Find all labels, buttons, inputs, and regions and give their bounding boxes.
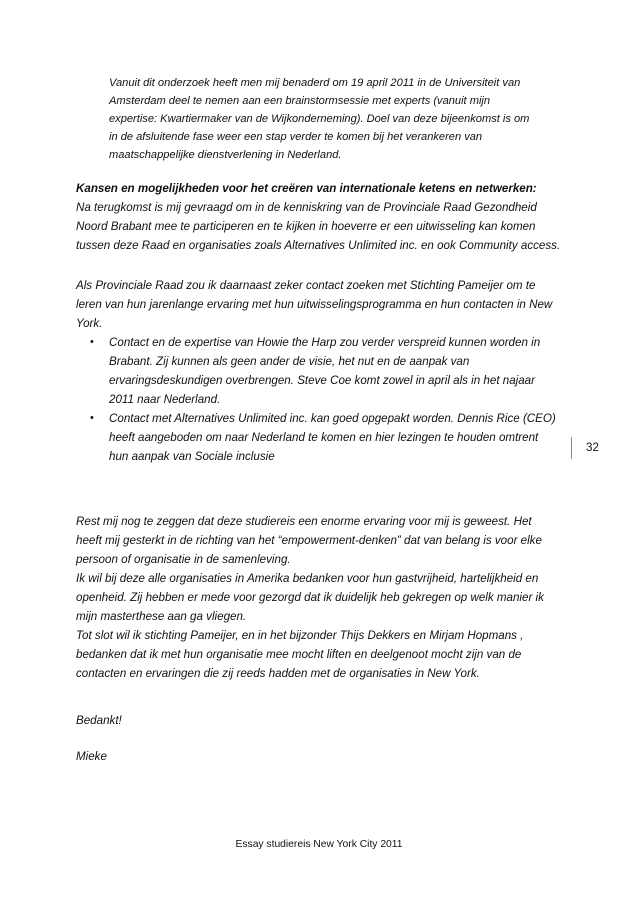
bullet-item	[90, 409, 556, 466]
closing-line: bedanken dat ik met hun organisatie mee mocht liften en deelgenoot mocht zijn van de	[76, 648, 522, 661]
intro-line: expertise: Kwartiermaker van de Wijkonderneming). Doel van deze bijeenkomst is om	[109, 113, 530, 125]
intro-paragraph	[109, 74, 529, 164]
closing-line: Tot slot wil ik stichting Pameijer, en in het bijzonder Thijs Dekkers en Mirjam Hopmans ,	[76, 629, 524, 642]
paragraph-line: leren van hun jarenlange ervaring met hun uitwisselingsprogramma en hun contacten in New	[76, 298, 553, 311]
paragraph-line: York.	[76, 317, 103, 330]
paragraph-line: Als Provinciale Raad zou ik daarnaast zeker contact zoeken met Stichting Pameijer om te	[76, 279, 536, 292]
closing-paragraph	[76, 512, 544, 683]
intro-line: maatschappelijke dienstverlening in Nederland.	[109, 149, 342, 161]
closing-line: Ik wil bij deze alle organisaties in Amerika bedanken voor hun gastvrijheid, hartelijkheid en	[76, 572, 539, 585]
bullet-line: Contact en de expertise van Howie the Harp zou verder verspreid kunnen worden in	[109, 336, 541, 349]
bullet-list	[90, 333, 556, 466]
closing-line: heeft mij gesterkt in de richting van het “empowerment-denken” dat van belang is voor elke	[76, 534, 542, 547]
bullet-line: ervaringsdeskundigen overbrengen. Steve Coe komt zowel in april als in het najaar	[109, 374, 535, 387]
page-footer: Essay studiereis New York City 2011	[235, 839, 403, 850]
section-line: Na terugkomst is mij gevraagd om in de kenniskring van de Provinciale Raad Gezondheid	[76, 201, 537, 214]
section-opportunities	[76, 179, 560, 255]
bullet-line: Brabant. Zij kunnen als geen ander de visie, het nut en de aanpak van	[109, 355, 470, 368]
signature: Mieke	[76, 750, 107, 763]
section-heading: Kansen en mogelijkheden voor het creëren van internationale ketens en netwerken:	[76, 182, 537, 195]
intro-line: Vanuit dit onderzoek heeft men mij benaderd om 19 april 2011 in de Universiteit van	[109, 77, 521, 89]
bullet-line: hun aanpak van Sociale inclusie	[109, 450, 275, 463]
provincial-council-paragraph	[76, 276, 552, 333]
section-line: Noord Brabant mee te participeren en te kijken in hoeverre er een uitwisseling kan komen	[76, 220, 536, 233]
closing-line: mijn masterthese aan ga vliegen.	[76, 610, 247, 623]
page-number: 32	[586, 441, 599, 454]
closing-line: openheid. Zij hebben er mede voor gezorgd dat ik duidelijk heb gekregen op welk manier ik	[76, 591, 544, 604]
bullet-line: Contact met Alternatives Unlimited inc. kan goed opgepakt worden. Dennis Rice (CEO)	[109, 412, 556, 425]
bullet-line: heeft aangeboden om naar Nederland te komen en hier lezingen te houden omtrent	[109, 431, 539, 444]
intro-line: in de afsluitende fase weer een stap verder te komen bij het verankeren van	[109, 131, 483, 143]
intro-line: Amsterdam deel te nemen aan een brainstormsessie met experts (vanuit mijn	[109, 95, 491, 107]
bullet-line: 2011 naar Nederland.	[109, 393, 221, 406]
bullet-item	[90, 333, 556, 409]
bullet-marker: •	[90, 412, 94, 424]
bullet-marker: •	[90, 336, 94, 348]
page-number-divider	[571, 437, 572, 459]
closing-line: contacten en ervaringen die zij reeds hadden met de organisaties in New York.	[76, 667, 480, 680]
thanks-text: Bedankt!	[76, 714, 122, 727]
closing-line: Rest mij nog te zeggen dat deze studiereis een enorme ervaring voor mij is geweest. Het	[76, 515, 532, 528]
closing-line: persoon of organisatie in de samenleving.	[76, 553, 291, 566]
section-line: tussen deze Raad en organisaties zoals Alternatives Unlimited inc. en ook Community access.	[76, 239, 561, 252]
